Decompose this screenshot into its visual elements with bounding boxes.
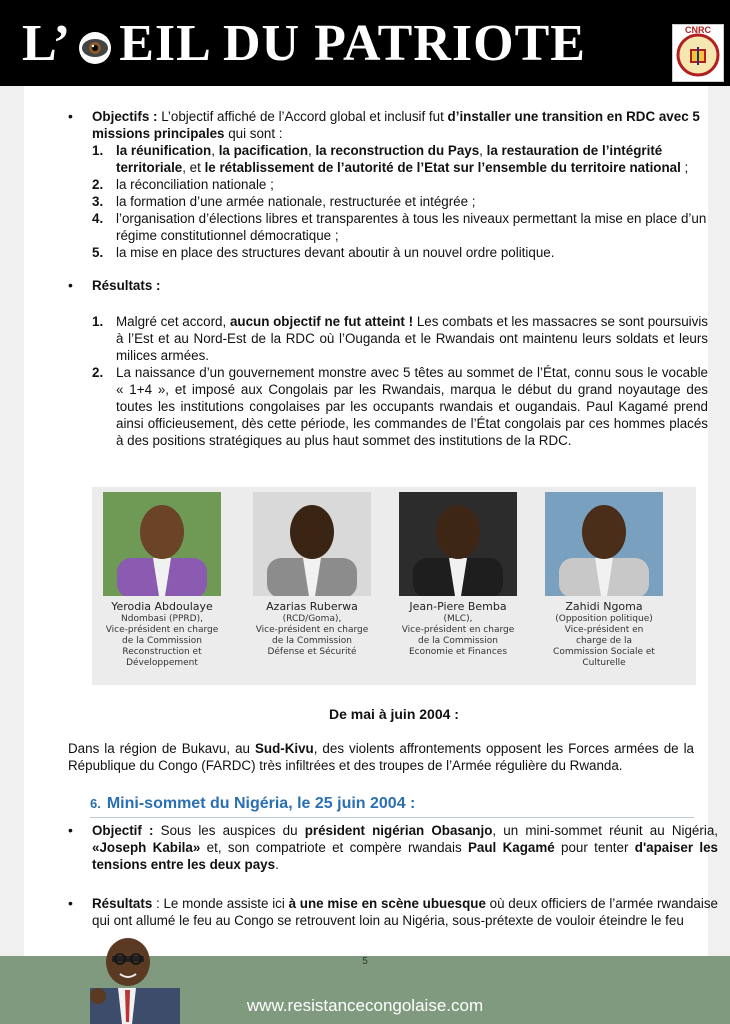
person-role-line: Vice-président en <box>564 625 644 635</box>
resultats-label: Résultats : <box>92 278 161 293</box>
person-role-line: Vice-président en charge <box>105 625 219 635</box>
title-main: EIL DU PATRIOTE <box>119 15 586 72</box>
s6-objectif: • Objectif : Sous les auspices du président nigérian Obasanjo, un mini-sommet réunit au Nigéria, «Joseph Kabila» et, son compatriote et compère rwandais Paul Kagamé pour tenter d'apaiser les tensions entre les deux pays. <box>68 822 718 873</box>
objectif-item-number: 1. <box>92 143 104 158</box>
s6-resultats: • Résultats : Le monde assiste ici à une mise en scène ubuesque où deux officiers de l’armée rwandaise qui ont allumé le feu au Congo se retrouvent loin au Nigéria, sous-prétexte de vouloir éteindre le feu <box>68 895 718 929</box>
person-role-line: Vice-président en charge <box>401 625 515 635</box>
person-name: Azarias Ruberwa <box>266 600 358 613</box>
objectif-item-4 <box>92 210 708 244</box>
portrait-caption <box>534 600 674 669</box>
resultat-item-number: 1. <box>92 314 104 329</box>
vice-president-card <box>388 492 528 658</box>
objectifs-label: Objectifs : <box>92 109 158 124</box>
cnrc-logo-text: CNRC <box>685 25 711 35</box>
person-role-line: (MLC), <box>443 614 473 624</box>
portrait-photo <box>545 492 663 596</box>
objectif-item-number: 3. <box>92 194 104 209</box>
person-role-line: Culturelle <box>582 658 626 668</box>
portrait-caption <box>242 600 382 658</box>
section-6-number: 6. <box>90 796 101 811</box>
vice-president-card <box>534 492 674 669</box>
title-prefix: L’ <box>22 15 72 72</box>
objectifs-intro-end: qui sont : <box>224 126 283 141</box>
masthead <box>0 0 730 86</box>
objectif-item-1 <box>92 142 708 176</box>
person-role-line: Ndombasi (PPRD), <box>121 614 203 624</box>
objectif-item-3 <box>92 193 708 210</box>
objectifs-list <box>92 142 708 261</box>
resultat-item-number: 2. <box>92 365 104 380</box>
cnrc-logo <box>672 24 724 82</box>
objectifs-block <box>68 108 708 261</box>
objectifs-intro: L’objectif affiché de l’Accord global et inclusif fut <box>157 109 448 124</box>
page-content <box>68 86 708 449</box>
vice-president-card <box>242 492 382 658</box>
objectif-item-5 <box>92 244 708 261</box>
portrait-caption <box>388 600 528 658</box>
objectif-item-text: la réconciliation nationale ; <box>116 177 274 192</box>
portrait-photo <box>399 492 517 596</box>
section-6-heading <box>90 795 694 818</box>
person-role-line: Vice-président en charge <box>255 625 369 635</box>
section-6-title: Mini-sommet du Nigéria, le 25 juin 2004 : <box>106 795 416 812</box>
person-role-line: charge de la <box>576 636 632 646</box>
resultat-item-1 <box>92 313 708 364</box>
objectif-item-number: 2. <box>92 177 104 192</box>
resultat-item-text: Malgré cet accord, aucun objectif ne fut atteint ! Les combats et les massacres se sont poursuivis à l’Est et au Nord-Est de la RDC où l’Ouganda et le Rwandais ont maintenu leurs soldats et leurs milices armées. <box>116 314 709 363</box>
eye-icon <box>73 30 117 66</box>
person-role-line: Economie et Finances <box>408 647 508 657</box>
person-name: Yerodia Abdoulaye <box>111 600 213 613</box>
portrait-photo <box>103 492 221 596</box>
footer-url[interactable]: www.resistancecongolaise.com <box>246 996 484 1015</box>
person-role-line: Commission Sociale et <box>553 647 655 657</box>
person-name: Jean-Piere Bemba <box>409 600 507 613</box>
may-june-heading: De mai à juin 2004 : <box>329 706 459 722</box>
objectif-item-text: l’organisation d’élections libres et transparentes à tous les niveaux permettant la mise en place d’un régime constitutionnel démocratique ; <box>116 211 707 243</box>
objectif-item-text: la mise en place des structures devant aboutir à un nouvel ordre politique. <box>116 245 555 260</box>
objectif-item-number: 4. <box>92 211 104 226</box>
person-role-line: de la Commission <box>272 636 352 646</box>
person-role-line: Reconstruction et <box>122 647 202 657</box>
objectif-item-number: 5. <box>92 245 104 260</box>
resultat-item-2 <box>92 364 708 449</box>
objectif-item-text: la réunification, la pacification, la reconstruction du Pays, la restauration de l’intégrité territoriale, et le rétablissement de l’autorité de l’Etat sur l’ensemble du territoire national ; <box>116 143 689 175</box>
resultats-block <box>68 277 708 449</box>
person-role-line: de la Commission <box>122 636 202 646</box>
objectifs-intro-bold: d’installer une transition en RDC avec 5 missions principales <box>92 109 700 141</box>
objectif-item-2 <box>92 176 708 193</box>
person-role-line: (Opposition politique) <box>555 614 653 624</box>
may-june-paragraph: Dans la région de Bukavu, au Sud-Kivu, des violents affrontements opposent les Forces armées de la République du Congo (FARDC) très infiltrées et des troupes de l’Armée régulière du Rwanda. <box>68 741 694 773</box>
person-role-line: Défense et Sécurité <box>267 647 357 657</box>
vice-president-card <box>92 492 232 669</box>
portrait-photo <box>253 492 371 596</box>
page-number: 5 <box>362 956 368 967</box>
person-role-line: de la Commission <box>418 636 498 646</box>
resultats-list <box>92 313 708 449</box>
person-role-line: Développement <box>126 658 198 668</box>
person-role-line: (RCD/Goma), <box>282 614 342 624</box>
vice-presidents-photos <box>92 487 696 685</box>
portrait-caption <box>92 600 232 669</box>
objectif-item-text: la formation d’une armée nationale, restructurée et intégrée ; <box>116 194 476 209</box>
person-name: Zahidi Ngoma <box>565 600 643 613</box>
resultat-item-text: La naissance d’un gouvernement monstre avec 5 têtes au sommet de l’État, connu sous le vocable « 1+4 », et imposé aux Congolais par les Rwandais, marqua le début du grand noyautage des toutes les institutions congolaises par les occupants rwandais et ougandais. Paul Kagamé prend ainsi officieusement, dès cette période, les commandes de l’État congolais par ces hommes placés à des positions stratégiques au plus haut sommet des institutions de la RDC. <box>116 365 708 448</box>
masthead-title <box>22 14 586 74</box>
